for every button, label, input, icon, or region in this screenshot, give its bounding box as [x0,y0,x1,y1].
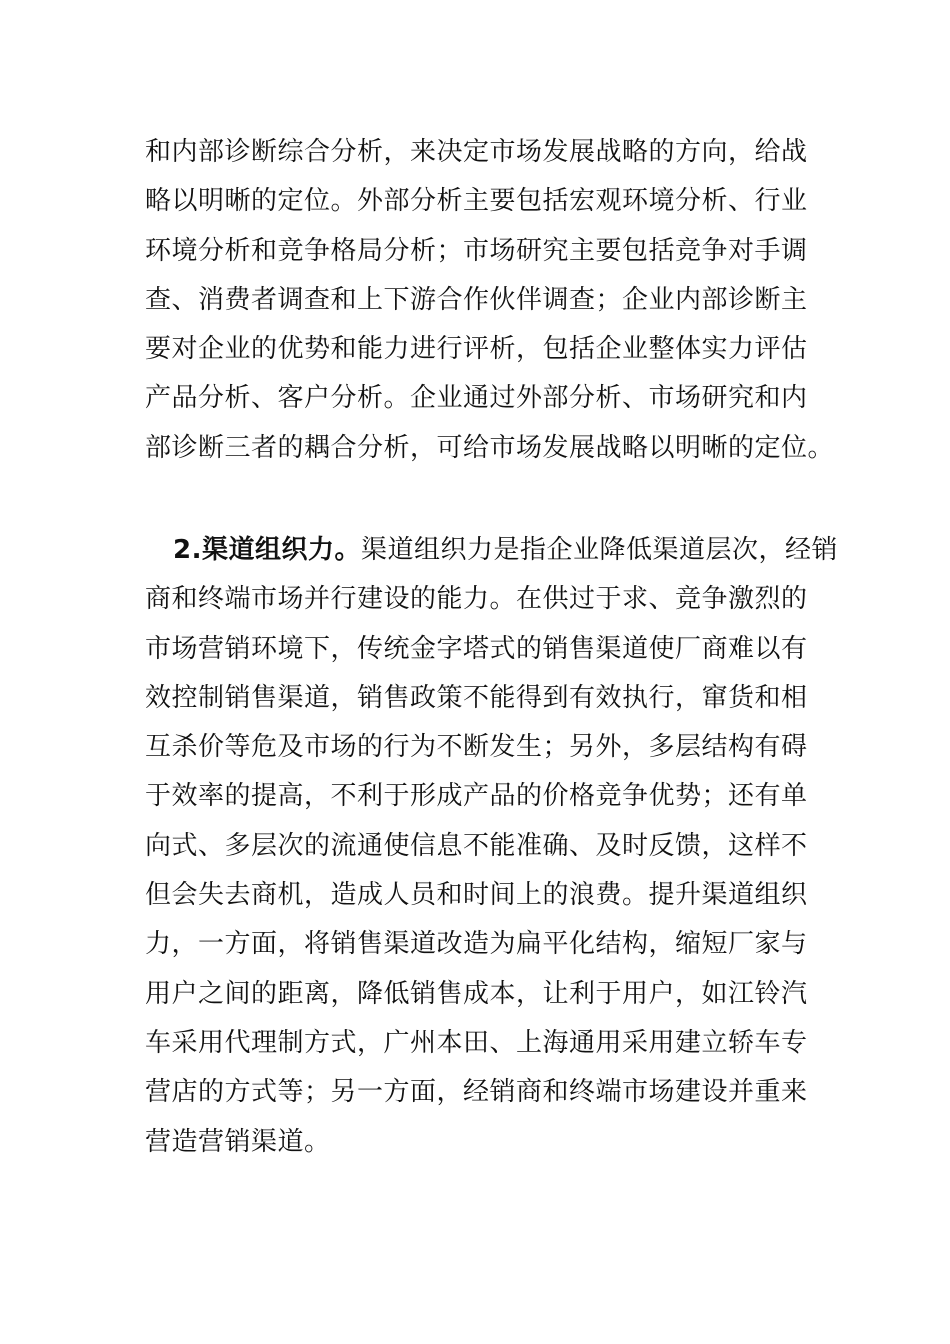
text-line: 商和终端市场并行建设的能力。在供过于求、竞争激烈的 [145,584,808,615]
paragraph-channel-organization [145,526,838,1167]
text-line: 要对企业的优势和能力进行评析，包括企业整体实力评估 [145,334,808,365]
text-line: 向式、多层次的流通使信息不能准确、及时反馈，这样不 [145,830,808,861]
first-line-text: 渠道组织力是指企业降低渠道层次，经销 [360,535,838,565]
text-line: 但会失去商机，造成人员和时间上的浪费。提升渠道组织 [145,880,808,911]
text-line: 环境分析和竞争格局分析；市场研究主要包括竞争对手调 [145,235,808,266]
text-line: 产品分析、客户分析。企业通过外部分析、市场研究和内 [145,383,808,414]
text-line: 效控制销售渠道，销售政策不能得到有效执行，窜货和相 [145,682,808,713]
text-line: 用户之间的距离，降低销售成本，让利于用户，如江铃汽 [145,978,808,1009]
section-heading: 2.渠道组织力。 [173,535,361,565]
text-line-first [145,526,838,575]
text-line: 部诊断三者的耦合分析，可给市场发展战略以明晰的定位。 [145,432,835,463]
text-line: 车采用代理制方式，广州本田、上海通用采用建立轿车专 [145,1027,808,1058]
text-line: 略以明晰的定位。外部分析主要包括宏观环境分析、行业 [145,186,808,217]
text-line: 营造营销渠道。 [145,1126,331,1157]
text-line: 于效率的提高，不利于形成产品的价格竞争优势；还有单 [145,781,808,812]
text-line: 查、消费者调查和上下游合作伙伴调查；企业内部诊断主 [145,284,808,315]
text-line: 力，一方面，将销售渠道改造为扁平化结构，缩短厂家与 [145,929,808,960]
text-line: 和内部诊断综合分析，来决定市场发展战略的方向，给战 [145,137,808,167]
text-line: 市场营销环境下，传统金字塔式的销售渠道使厂商难以有 [145,633,808,664]
text-line: 营店的方式等；另一方面，经销商和终端市场建设并重来 [145,1077,808,1108]
paragraph-analysis [145,128,834,473]
text-line: 互杀价等危及市场的行为不断发生；另外，多层结构有碍 [145,732,808,763]
